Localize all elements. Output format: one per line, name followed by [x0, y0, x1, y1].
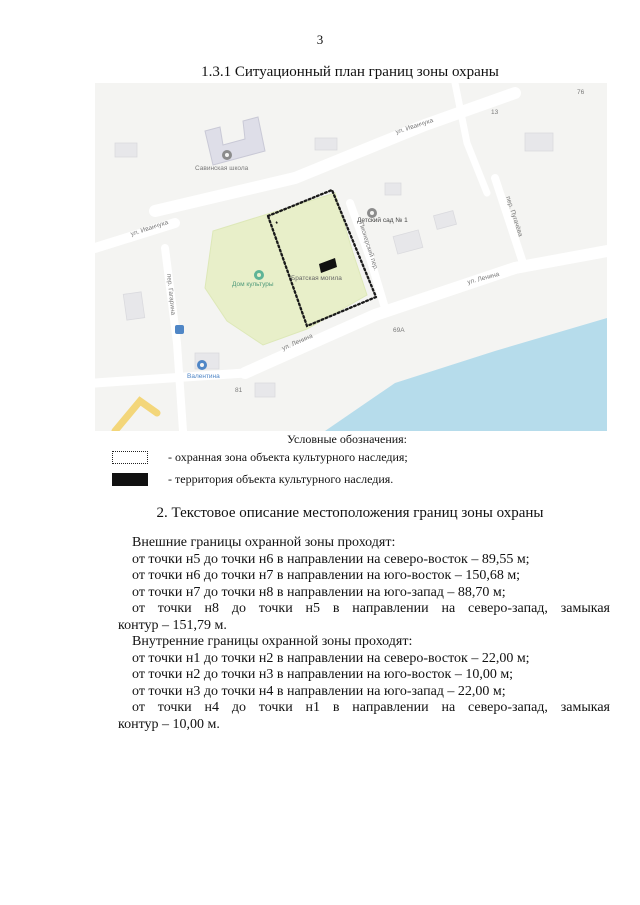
main-road [115, 401, 157, 431]
legend-item-object-territory [112, 471, 393, 487]
map-label-lane-gagarina: пер. Гагарина [165, 273, 177, 316]
map-label-culture-house: Дом культуры [232, 281, 274, 288]
school-building [205, 117, 265, 165]
outer-boundary-line: от точки н7 до точки н8 в направлении на юго-запад – 88,70 м; [132, 584, 506, 600]
map-label-street-lenina-right: ул. Ленина [466, 270, 501, 287]
legend-label-object-territory: - территория объекта культурного наследия. [168, 471, 394, 486]
map-graphic [95, 83, 607, 431]
street-bottom-left [95, 373, 245, 383]
map-label-number-76: 76 [577, 89, 585, 96]
map-label-lane-pionersky: Пионерский пер. [357, 221, 380, 272]
outer-boundary-line: контур – 151,79 м. [118, 617, 227, 633]
legend-label-protection-zone: - охранная зона объекта культурного наследия; [168, 449, 408, 464]
inner-boundary-line: от точки н2 до точки н3 в направлении на юго-восток – 10,00 м; [132, 667, 514, 682]
inner-boundaries-intro: Внутренние границы охранной зоны проходят: [132, 634, 413, 649]
legend-swatch-solid [112, 473, 148, 486]
legend-swatch-dotted [112, 451, 148, 464]
outer-boundary-line: от точки н6 до точки н7 в направлении на юго-восток – 150,68 м; [132, 568, 521, 583]
inner-boundary-line: от точки н3 до точки н4 в направлении на юго-запад – 22,00 м; [132, 683, 506, 699]
legend-item-protection-zone [112, 449, 408, 465]
map-label-number-69a: 69А [393, 327, 405, 334]
situation-map [95, 83, 607, 431]
section-title: 1.3.1 Ситуационный план границ зоны охраны [201, 64, 499, 80]
map-label-number-13: 13 [491, 109, 499, 116]
inner-boundary-line: контур – 10,00 м. [118, 716, 220, 732]
legend-title: Условные обозначения: [287, 432, 408, 446]
map-label-kindergarten: Детский сад № 1 [357, 217, 408, 224]
river [325, 318, 607, 431]
map-label-street-lenina-bottom: ул. Ленина [280, 332, 314, 353]
outer-boundary-line: от точки н8 до точки н5 в направлении на северо-запад, замыкая [132, 601, 610, 616]
map-label-number-81: 81 [235, 387, 243, 394]
inner-boundary-line: от точки н1 до точки н2 в направлении на северо-восток – 22,00 м; [132, 650, 530, 666]
map-label-lane-pugacheva: пер. Пугачёва [504, 195, 524, 238]
map-label-school: Савинская школа [195, 165, 249, 172]
map-label-mass-grave: Братская могила [291, 275, 342, 282]
map-label-street-ivanchuka-top: ул. Иванчука [394, 117, 435, 136]
text-section-heading: 2. Текстовое описание местоположения границ зоны охраны [156, 505, 544, 521]
map-label-valentina: Валентина [187, 373, 220, 380]
boundary-description [118, 535, 610, 733]
bus-stop-marker [175, 325, 184, 334]
inner-boundary-line: от точки н4 до точки н1 в направлении на северо-запад, замыкая [132, 700, 610, 715]
outer-boundaries-intro: Внешние границы охранной зоны проходят: [132, 535, 396, 550]
page-number: 3 [316, 32, 324, 47]
outer-boundary-line: от точки н5 до точки н6 в направлении на северо-восток – 89,55 м; [132, 551, 530, 567]
map-label-street-ivanchuka-left: ул. Иванчука [129, 219, 170, 238]
